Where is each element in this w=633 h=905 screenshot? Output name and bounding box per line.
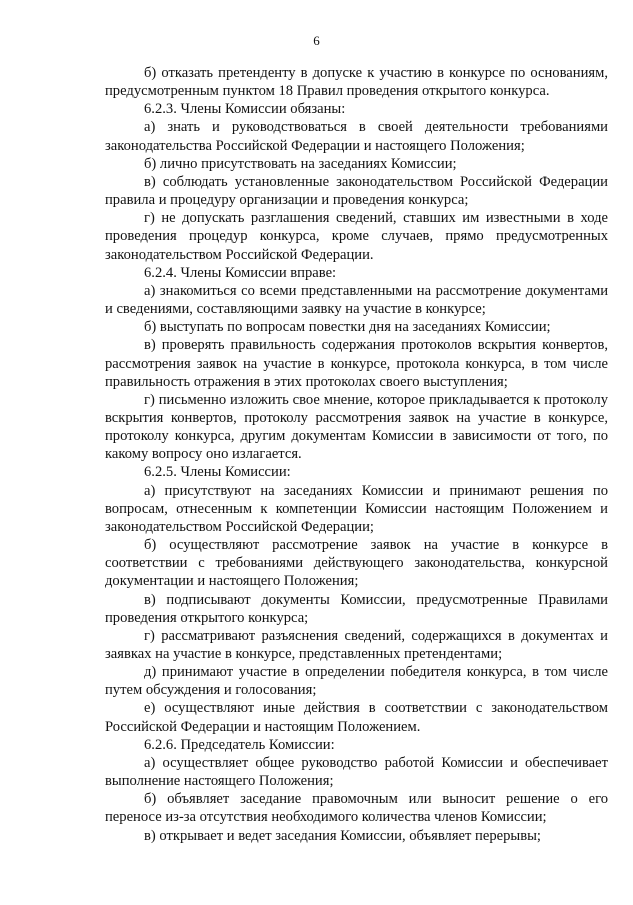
paragraph: а) присутствуют на заседаниях Комиссии и принимают решения по вопросам, отнесенным к компетенции Комиссии настоящим Положением и законодательством Российской Федерации; (105, 482, 608, 535)
paragraph: г) письменно изложить свое мнение, которое прикладывается к протоколу вскрытия конвертов, протоколу рассмотрения заявок на участие в конкурсе, протоколу конкурса, другим документам Комиссии в зависимости от того, по какому вопросу оно излагается. (105, 391, 608, 463)
paragraph: в) открывает и ведет заседания Комиссии, объявляет перерывы; (144, 827, 541, 844)
paragraph: б) отказать претенденту в допуске к участию в конкурсе по основаниям, предусмотренным пунктом 18 Правил проведения открытого конкурса. (105, 65, 608, 100)
section-heading: 6.2.3. Члены Комиссии обязаны: (144, 101, 346, 118)
paragraph: б) осуществляют рассмотрение заявок на участие в конкурсе в соответствии с требованиями действующего законодательства, конкурсной документации и настоящего Положения; (105, 537, 608, 590)
paragraph: в) соблюдать установленные законодательством Российской Федерации правила и процедуру организации и проведения конкурса; (105, 173, 608, 209)
paragraph: в) проверять правильность содержания протоколов вскрытия конвертов, рассмотрения заявок на участие в конкурсе, протокола конкурса, в том числе правильность отражения в этих протоколах своего выступления; (105, 337, 608, 390)
paragraph: а) осуществляет общее руководство работой Комиссии и обеспечивает выполнение настоящего Положения; (105, 754, 608, 790)
paragraph: б) объявляет заседание правомочным или выносит решение о его переносе из-за отсутствия необходимого количества членов Комиссии; (105, 791, 608, 826)
page-number: 6 (313, 33, 320, 48)
paragraph: б) выступать по вопросам повестки дня на заседаниях Комиссии; (144, 319, 551, 336)
section-heading: 6.2.6. Председатель Комиссии: (144, 736, 335, 753)
paragraph: г) рассматривают разъяснения сведений, содержащихся в документах и заявках на участие в конкурсе, представленных претендентами; (105, 627, 608, 662)
section-heading: 6.2.5. Члены Комиссии: (144, 464, 291, 481)
paragraph: б) лично присутствовать на заседаниях Комиссии; (144, 155, 457, 172)
section-heading: 6.2.4. Члены Комиссии вправе: (144, 264, 337, 281)
paragraph: в) подписывают документы Комиссии, предусмотренные Правилами проведения открытого конкурса; (105, 591, 608, 626)
paragraph: е) осуществляют иные действия в соответствии с законодательством Российской Федерации и настоящим Положением. (105, 700, 608, 735)
paragraph: а) знакомиться со всеми представленными на рассмотрение документами и сведениями, составляющими заявку на участие в конкурсе; (105, 282, 608, 318)
paragraph: г) не допускать разглашения сведений, ставших им известными в ходе проведения процедур конкурса, кроме случаев, прямо предусмотренных законодательством Российской Федерации. (105, 210, 608, 263)
document-body (105, 64, 608, 845)
paragraph: а) знать и руководствоваться в своей деятельности требованиями законодательства Российской Федерации и настоящего Положения; (105, 119, 608, 154)
paragraph: д) принимают участие в определении победителя конкурса, в том числе путем обсуждения и голосования; (105, 664, 608, 699)
